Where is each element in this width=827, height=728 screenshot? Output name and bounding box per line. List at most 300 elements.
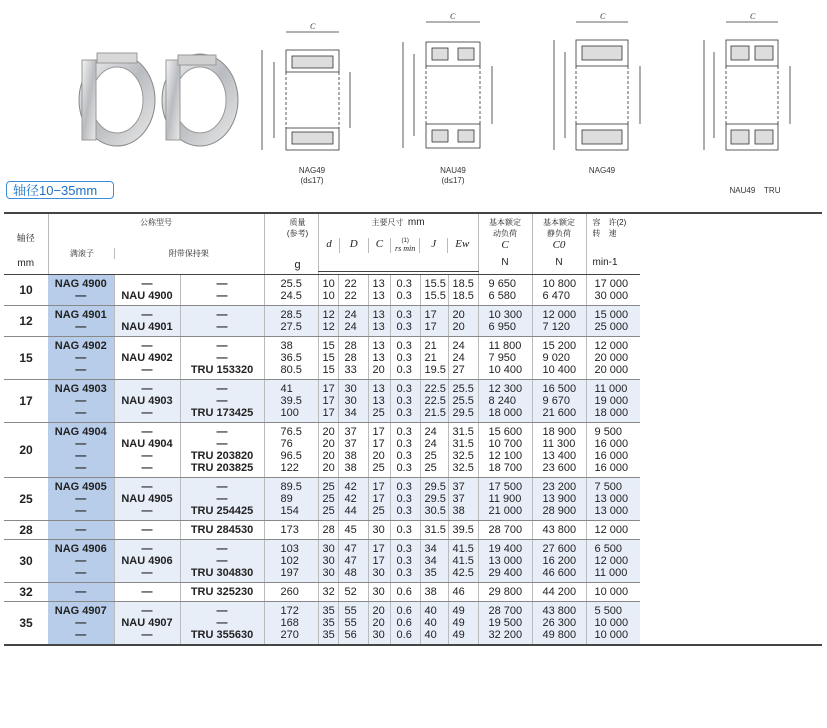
cell-Cr	[478, 602, 532, 646]
bearing-photo-full-roller	[79, 53, 155, 146]
value-d: 12	[322, 309, 335, 321]
value-Cr: 11 900	[488, 493, 522, 505]
cell-mass	[264, 540, 318, 583]
value-Ew: 24	[452, 352, 465, 364]
value-d: 20	[322, 450, 335, 462]
cell-nau	[114, 380, 180, 423]
value-J: 15.5	[424, 278, 446, 290]
value-C: 20	[372, 605, 385, 617]
value-n: 7 500	[594, 481, 623, 493]
cell-C0	[532, 423, 586, 478]
cell-C0	[532, 583, 586, 602]
cell-d	[318, 306, 338, 337]
cell-nag	[48, 540, 114, 583]
cell-C	[368, 583, 390, 602]
value-mass: 168	[280, 617, 299, 629]
value-C0: 7 120	[542, 321, 571, 333]
value-nag: —	[75, 364, 87, 376]
value-nag: —	[75, 505, 87, 517]
value-nau: —	[141, 462, 153, 474]
dim-c-label-2: C	[450, 12, 456, 21]
cell-Ew	[448, 478, 478, 521]
value-mass: 154	[280, 505, 299, 517]
value-D: 22	[344, 290, 357, 302]
bearing-photo-caged	[162, 54, 238, 146]
value-rs: 0.3	[396, 321, 412, 333]
value-mass: 24.5	[280, 290, 302, 302]
shaft-diameter: 28	[4, 521, 48, 540]
cell-C0	[532, 521, 586, 540]
value-tru: —	[216, 555, 228, 567]
value-Ew: 37	[452, 481, 465, 493]
value-nag: —	[75, 629, 87, 641]
value-d: 25	[322, 493, 335, 505]
value-Cr: 29 400	[488, 567, 523, 579]
value-rs: 0.3	[396, 524, 412, 536]
cell-D	[338, 540, 368, 583]
value-rs: 0.3	[396, 543, 412, 555]
value-nau: —	[141, 340, 153, 352]
value-d: 35	[322, 605, 335, 617]
value-Cr: 7 950	[488, 352, 517, 364]
cell-nag	[48, 583, 114, 602]
cell-n	[586, 380, 640, 423]
value-n: 6 500	[594, 543, 623, 555]
value-D: 30	[344, 383, 357, 395]
value-C: 30	[372, 586, 385, 598]
cell-Ew	[448, 337, 478, 380]
value-J: 40	[424, 629, 437, 641]
cell-d	[318, 602, 338, 646]
value-C: 13	[372, 395, 385, 407]
shaft-diameter: 17	[4, 380, 48, 423]
value-C0: 12 000	[542, 309, 577, 321]
caption-nau49-tru: NAU49 TRU	[729, 186, 781, 195]
value-C: 13	[372, 309, 385, 321]
value-D: 56	[344, 629, 357, 641]
value-d: 35	[322, 629, 335, 641]
value-C: 13	[372, 290, 385, 302]
cell-nag	[48, 337, 114, 380]
cell-d	[318, 380, 338, 423]
value-nag: NAG 4905	[54, 481, 107, 493]
value-d: 10	[322, 278, 335, 290]
header-with-cage: 附带保持架	[114, 248, 262, 259]
cell-C0	[532, 478, 586, 521]
value-C0: 23 200	[542, 481, 577, 493]
value-rs: 0.3	[396, 438, 412, 450]
value-tru: TRU 254425	[190, 505, 254, 517]
cell-Ew	[448, 275, 478, 306]
value-Ew: 32.5	[452, 450, 474, 462]
cell-rs	[390, 423, 420, 478]
cell-mass	[264, 521, 318, 540]
cell-J	[420, 423, 448, 478]
value-n: 15 000	[594, 309, 629, 321]
value-Cr: 19 400	[488, 543, 523, 555]
value-C: 25	[372, 462, 385, 474]
cell-nag	[48, 306, 114, 337]
value-C: 20	[372, 617, 385, 629]
cell-d	[318, 275, 338, 306]
value-rs: 0.3	[396, 290, 412, 302]
value-nau: —	[141, 407, 153, 419]
cell-J	[420, 337, 448, 380]
value-Ew: 24	[452, 340, 465, 352]
value-C0: 44 200	[542, 586, 577, 598]
cell-Cr	[478, 583, 532, 602]
value-D: 48	[344, 567, 357, 579]
cell-nau	[114, 337, 180, 380]
cell-d	[318, 521, 338, 540]
cell-tru	[180, 275, 264, 306]
cell-C0	[532, 380, 586, 423]
caption-nag49: NAG49	[588, 166, 616, 175]
value-Cr: 12 300	[488, 383, 523, 395]
value-J: 22.5	[424, 395, 446, 407]
value-D: 37	[344, 426, 357, 438]
cell-rs	[390, 306, 420, 337]
value-rs: 0.3	[396, 364, 412, 376]
table-row	[4, 423, 822, 478]
value-n: 13 000	[594, 505, 629, 517]
value-nau: NAU 4907	[121, 617, 173, 629]
value-d: 35	[322, 617, 335, 629]
value-nau: NAU 4904	[121, 438, 173, 450]
value-Ew: 32.5	[452, 462, 474, 474]
cell-d	[318, 583, 338, 602]
value-D: 34	[344, 407, 357, 419]
cell-rs	[390, 337, 420, 380]
shaft-diameter: 20	[4, 423, 48, 478]
value-rs: 0.3	[396, 383, 412, 395]
cell-tru	[180, 602, 264, 646]
cell-mass	[264, 337, 318, 380]
value-Cr: 19 500	[488, 617, 523, 629]
cell-J	[420, 583, 448, 602]
cell-J	[420, 602, 448, 646]
value-D: 30	[344, 395, 357, 407]
value-Cr: 18 700	[488, 462, 523, 474]
dim-c-label-1: C	[310, 22, 316, 31]
value-nag: NAG 4900	[54, 278, 107, 290]
value-Ew: 25.5	[452, 383, 474, 395]
value-mass: 80.5	[280, 364, 302, 376]
value-d: 20	[322, 426, 335, 438]
value-Ew: 41.5	[452, 555, 474, 567]
cell-Ew	[448, 540, 478, 583]
cell-n	[586, 306, 640, 337]
value-nag: —	[75, 438, 87, 450]
value-nag: NAG 4901	[54, 309, 107, 321]
value-tru: TRU 325230	[190, 586, 254, 598]
value-C0: 10 800	[542, 278, 577, 290]
value-D: 55	[344, 617, 357, 629]
value-tru: —	[216, 438, 228, 450]
cell-nau	[114, 275, 180, 306]
value-tru: TRU 173425	[190, 407, 254, 419]
header-full-roller: 满滚子	[69, 249, 94, 258]
cell-D	[338, 602, 368, 646]
value-rs: 0.3	[396, 505, 412, 517]
value-mass: 122	[280, 462, 299, 474]
value-d: 28	[322, 524, 335, 536]
value-rs: 0.3	[396, 493, 412, 505]
cell-rs	[390, 478, 420, 521]
value-mass: 260	[280, 586, 299, 598]
value-C: 17	[372, 481, 385, 493]
value-C: 30	[372, 567, 385, 579]
drawing-nau49-tru	[704, 22, 790, 150]
value-d: 17	[322, 407, 335, 419]
value-nag: —	[75, 395, 87, 407]
dim-c-label-4: C	[750, 12, 756, 21]
cell-rs	[390, 521, 420, 540]
value-d: 15	[322, 352, 335, 364]
value-nau: —	[141, 524, 153, 536]
value-d: 25	[322, 481, 335, 493]
value-d: 17	[322, 383, 335, 395]
value-n: 17 000	[594, 278, 629, 290]
value-rs: 0.3	[396, 450, 412, 462]
table-row	[4, 380, 822, 423]
cell-nau	[114, 540, 180, 583]
value-C: 13	[372, 383, 385, 395]
value-C: 30	[372, 524, 385, 536]
value-Cr: 10 300	[488, 309, 523, 321]
value-tru: —	[216, 617, 228, 629]
value-Cr: 21 000	[488, 505, 523, 517]
cell-D	[338, 306, 368, 337]
value-nag: NAG 4904	[54, 426, 107, 438]
value-Cr: 6 950	[488, 321, 517, 333]
value-D: 24	[344, 309, 357, 321]
value-tru: —	[216, 278, 228, 290]
value-nau: —	[141, 383, 153, 395]
value-D: 37	[344, 438, 357, 450]
value-Ew: 20	[452, 309, 465, 321]
value-nau: NAU 4905	[121, 493, 173, 505]
value-D: 42	[344, 481, 357, 493]
value-n: 12 000	[594, 555, 629, 567]
value-nau: —	[141, 364, 153, 376]
value-D: 24	[344, 321, 357, 333]
cell-C	[368, 423, 390, 478]
cell-C0	[532, 306, 586, 337]
value-n: 10 000	[594, 617, 629, 629]
value-mass: 76.5	[280, 426, 302, 438]
value-nag: —	[75, 352, 87, 364]
value-C: 30	[372, 629, 385, 641]
cell-mass	[264, 602, 318, 646]
value-nau: —	[141, 543, 153, 555]
drawing-nag49-large	[554, 22, 640, 150]
header-speed: 容 许(2) 转 速 min-1	[586, 213, 640, 275]
value-n: 9 500	[594, 426, 623, 438]
value-J: 17	[424, 321, 437, 333]
value-C0: 13 900	[542, 493, 577, 505]
value-nag: NAG 4902	[54, 340, 107, 352]
cell-C	[368, 380, 390, 423]
value-Ew: 49	[452, 629, 465, 641]
value-nag: NAG 4907	[54, 605, 107, 617]
value-rs: 0.3	[396, 426, 412, 438]
cell-mass	[264, 275, 318, 306]
value-d: 32	[322, 586, 335, 598]
cell-C	[368, 306, 390, 337]
cell-tru	[180, 540, 264, 583]
value-rs: 0.3	[396, 567, 412, 579]
value-C0: 21 600	[542, 407, 577, 419]
value-rs: 0.6	[396, 586, 412, 598]
bearing-illustrations	[0, 0, 827, 180]
value-D: 47	[344, 555, 357, 567]
value-J: 30.5	[424, 505, 446, 517]
drawing-nag49	[262, 32, 350, 150]
cell-rs	[390, 380, 420, 423]
value-C: 17	[372, 426, 385, 438]
value-Cr: 9 650	[488, 278, 517, 290]
value-J: 29.5	[424, 481, 446, 493]
cell-mass	[264, 380, 318, 423]
value-tru: TRU 355630	[190, 629, 254, 641]
value-mass: 197	[280, 567, 299, 579]
value-nag: —	[75, 407, 87, 419]
shaft-diameter: 25	[4, 478, 48, 521]
value-Ew: 18.5	[452, 290, 474, 302]
cell-Cr	[478, 423, 532, 478]
value-D: 47	[344, 543, 357, 555]
cell-tru	[180, 583, 264, 602]
value-nag: —	[75, 493, 87, 505]
cell-nag	[48, 423, 114, 478]
value-Ew: 49	[452, 617, 465, 629]
cell-tru	[180, 521, 264, 540]
value-Cr: 11 800	[488, 340, 522, 352]
cell-mass	[264, 583, 318, 602]
cell-nau	[114, 602, 180, 646]
value-tru: TRU 284530	[190, 524, 254, 536]
value-J: 35	[424, 567, 437, 579]
value-rs: 0.3	[396, 481, 412, 493]
cell-tru	[180, 306, 264, 337]
cell-rs	[390, 602, 420, 646]
header-C: C	[368, 238, 390, 253]
header-D: D	[339, 238, 369, 253]
value-J: 31.5	[424, 524, 446, 536]
cell-D	[338, 275, 368, 306]
value-tru: —	[216, 309, 228, 321]
value-nag: —	[75, 524, 87, 536]
shaft-diameter: 10	[4, 275, 48, 306]
value-C0: 49 800	[542, 629, 577, 641]
cell-C0	[532, 602, 586, 646]
header-model-group: 公称型号 满滚子 附带保持架	[48, 213, 264, 272]
cell-C0	[532, 540, 586, 583]
header-mass: 质量 (参考) g	[264, 213, 318, 275]
value-J: 21.5	[424, 407, 446, 419]
value-C0: 10 400	[542, 364, 577, 376]
value-J: 22.5	[424, 383, 446, 395]
value-Ew: 18.5	[452, 278, 474, 290]
cell-D	[338, 583, 368, 602]
value-d: 15	[322, 340, 335, 352]
value-nag: —	[75, 555, 87, 567]
value-D: 33	[344, 364, 357, 376]
table-row	[4, 337, 822, 380]
value-mass: 89.5	[280, 481, 302, 493]
cell-C	[368, 521, 390, 540]
value-nag: —	[75, 450, 87, 462]
value-D: 22	[344, 278, 357, 290]
header-stat-load: 基本额定 静负荷 C0 N	[532, 213, 586, 275]
cell-nag	[48, 521, 114, 540]
value-tru: —	[216, 543, 228, 555]
cell-Cr	[478, 478, 532, 521]
value-C: 17	[372, 493, 385, 505]
value-Cr: 10 700	[488, 438, 523, 450]
value-Ew: 25.5	[452, 395, 474, 407]
value-nau: —	[141, 586, 153, 598]
value-J: 15.5	[424, 290, 446, 302]
value-Ew: 38	[452, 505, 465, 517]
value-nau: NAU 4902	[121, 352, 173, 364]
value-Cr: 6 580	[488, 290, 517, 302]
value-d: 25	[322, 505, 335, 517]
cell-J	[420, 306, 448, 337]
value-d: 30	[322, 555, 335, 567]
value-Cr: 18 000	[488, 407, 523, 419]
value-tru: —	[216, 321, 228, 333]
caption-nau49-small: NAU49 (d≤17)	[440, 166, 466, 185]
value-J: 24	[424, 438, 437, 450]
value-n: 20 000	[594, 364, 629, 376]
value-Cr: 28 700	[488, 605, 523, 617]
header-Ew: Ew	[447, 238, 477, 253]
value-C: 13	[372, 340, 385, 352]
value-J: 29.5	[424, 493, 446, 505]
value-D: 28	[344, 352, 357, 364]
table-row	[4, 540, 822, 583]
value-nag: —	[75, 567, 87, 579]
value-d: 12	[322, 321, 335, 333]
value-mass: 172	[280, 605, 299, 617]
value-J: 17	[424, 309, 437, 321]
value-Ew: 27	[452, 364, 465, 376]
value-C0: 43 800	[542, 524, 577, 536]
value-n: 13 000	[594, 493, 629, 505]
cell-n	[586, 275, 640, 306]
value-d: 20	[322, 462, 335, 474]
value-nau: —	[141, 481, 153, 493]
value-C: 17	[372, 543, 385, 555]
cell-J	[420, 380, 448, 423]
cell-mass	[264, 423, 318, 478]
value-nag: —	[75, 586, 87, 598]
value-D: 28	[344, 340, 357, 352]
value-C0: 13 400	[542, 450, 577, 462]
cell-C	[368, 540, 390, 583]
value-rs: 0.3	[396, 407, 412, 419]
value-C0: 16 200	[542, 555, 577, 567]
cell-Ew	[448, 423, 478, 478]
value-n: 12 000	[594, 524, 629, 536]
cell-nag	[48, 602, 114, 646]
cell-mass	[264, 306, 318, 337]
value-Ew: 46	[452, 586, 465, 598]
value-nag: —	[75, 462, 87, 474]
value-tru: —	[216, 383, 228, 395]
